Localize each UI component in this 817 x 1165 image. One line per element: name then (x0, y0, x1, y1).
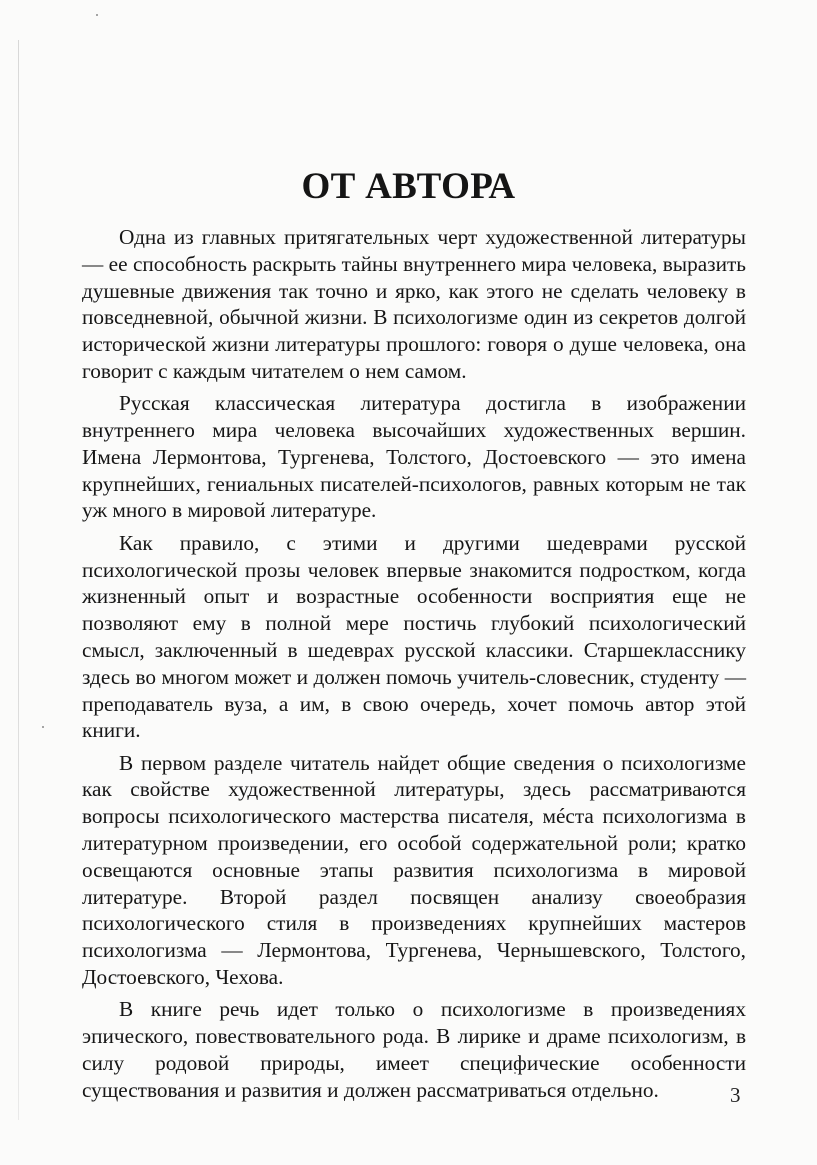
paragraph-5: В книге речь идет только о психологизме в произведениях эпического, повествовательного рода. В лирике и драме психологизм, в силу родовой природы, имеет специфические особенности существования и развития и должен рассматриваться отдельно. (82, 997, 746, 1102)
page-number: 3 (730, 1083, 741, 1107)
paragraph-1: Одна из главных притягательных черт художественной литературы — ее способность раскрыть тайны внутреннего мира человека, выразить душевные движения так точно и ярко, как этого не сделать человеку в повседневной, обычной жизни. В психологизме один из секретов долгой исторической жизни литературы прошлого: говоря о душе человека, она говорит с каждым читателем о нем самом. (82, 225, 746, 383)
page-title: ОТ АВТОРА (301, 166, 516, 207)
paragraph-2: Русская классическая литература достигла в изображении внутреннего мира человека высочайших художественных вершин. Имена Лермонтова, Тургенева, Толстого, Достоевского — это имена крупнейших, гениальных писателей-психологов, равных которым не так уж много в мировой литературе. (82, 391, 746, 523)
scan-speck (42, 726, 44, 728)
paragraph-3: Как правило, с этими и другими шедеврами русской психологической прозы человек впервые знакомится подростком, когда жизненный опыт и возрастные особенности восприятия еще не позволяют ему в полной мере постичь глубокий психологический смысл, заключенный в шедеврах русской классики. Старшекласснику здесь во многом может и должен помочь учитель-словесник, студенту — преподаватель вуза, а им, в свою очередь, хочет помочь автор этой книги. (82, 530, 746, 743)
paragraph-4: В первом разделе читатель найдет общие сведения о психологизме как свойстве художественной литературы, здесь рассматриваются вопросы психологического мастерства писателя, мéста психологизма в литературном произведении, его особой содержательной роли; кратко освещаются основные этапы развития психологизма в мировой литературе. Второй раздел посвящен анализу своеобразия психологического стиля в произведениях крупнейших мастеров психологизма — Лермонтова, Тургенева, Чернышевского, Толстого, Достоевского, Чехова. (82, 750, 746, 990)
scan-speck (96, 14, 98, 16)
body-text (82, 224, 746, 1109)
